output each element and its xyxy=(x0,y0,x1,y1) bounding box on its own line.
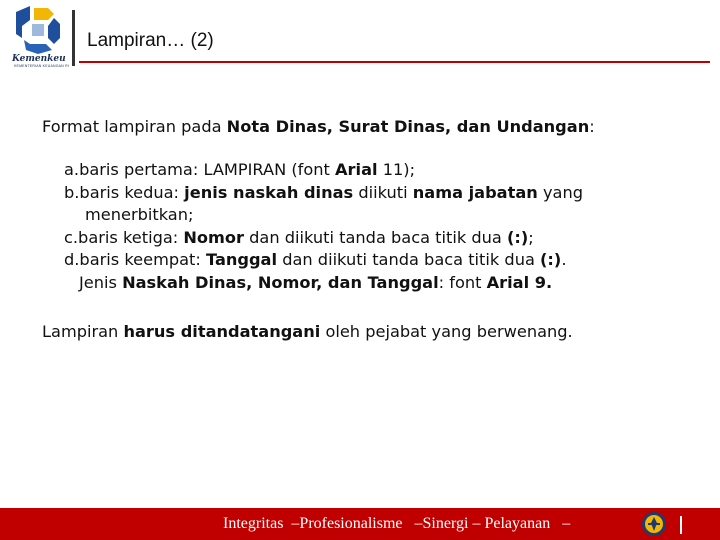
list-text: baris kedua: xyxy=(79,182,185,202)
intro-bold: Nota Dinas, Surat Dinas, dan Undangan xyxy=(226,117,590,136)
list-text: dan diikuti tanda baca titik dua xyxy=(277,250,541,269)
intro-paragraph xyxy=(42,115,702,139)
list-marker: b. xyxy=(64,182,80,202)
list-text-bold: nama jabatan xyxy=(412,182,538,202)
slide-body xyxy=(42,115,702,344)
list-text-bold: (:) xyxy=(507,227,529,247)
list-text: : font xyxy=(438,272,487,292)
list-text-bold: jenis naskah dinas xyxy=(184,182,354,202)
list-item xyxy=(64,204,702,227)
kemenkeu-logo-icon xyxy=(8,4,68,56)
intro-post: : xyxy=(589,117,595,136)
list-marker: a. xyxy=(64,160,80,179)
list-text-bold: Nomor xyxy=(183,227,245,247)
footer-slogan: Integritas –Profesionalisme –Sinergi – Pelayanan – xyxy=(223,515,571,532)
page-title: Lampiran… (2) xyxy=(87,30,214,51)
logo-text: Kemenkeu xyxy=(12,54,66,64)
list-text: . xyxy=(561,250,567,269)
title-underline xyxy=(79,61,710,63)
list-text: baris ketiga: xyxy=(78,227,184,247)
list-text-bold: Tanggal xyxy=(205,250,278,269)
list-text: baris keempat: xyxy=(79,250,206,269)
list-text: diikuti xyxy=(353,182,413,202)
logo-subtext: KEMENTERIAN KEUANGAN RI xyxy=(14,64,69,68)
list-marker: d. xyxy=(64,250,80,269)
list-text-bold: Arial 9. xyxy=(486,272,553,292)
list-item xyxy=(64,182,702,205)
list-text-bold: Naskah Dinas, Nomor, dan Tanggal xyxy=(122,272,439,292)
list-item xyxy=(64,272,702,295)
list-item xyxy=(64,159,702,182)
intro-pre: Format lampiran pada xyxy=(42,117,227,136)
ministry-emblem-icon xyxy=(641,511,667,537)
list-item xyxy=(64,227,702,250)
closing-paragraph xyxy=(42,320,702,344)
list-text-bold: (:) xyxy=(540,250,562,269)
list-marker: c. xyxy=(64,227,79,247)
list-item xyxy=(64,249,702,272)
list-text-bold: Arial xyxy=(335,160,378,179)
closing-pre: Lampiran xyxy=(42,322,124,341)
list-text: dan diikuti tanda baca titik dua xyxy=(244,227,507,247)
closing-bold: harus ditandatangani xyxy=(123,322,321,341)
list-text: yang xyxy=(537,182,583,202)
header-divider xyxy=(72,10,75,66)
list-text: ; xyxy=(528,227,534,247)
closing-post: oleh pejabat yang berwenang. xyxy=(320,322,573,341)
list-text: 11); xyxy=(377,160,416,179)
format-list xyxy=(64,159,702,294)
list-text: Jenis xyxy=(79,272,123,292)
list-text: baris pertama: LAMPIRAN (font xyxy=(79,160,336,179)
footer-bar xyxy=(0,508,720,540)
list-text: menerbitkan; xyxy=(85,205,194,224)
footer-divider xyxy=(680,516,682,534)
